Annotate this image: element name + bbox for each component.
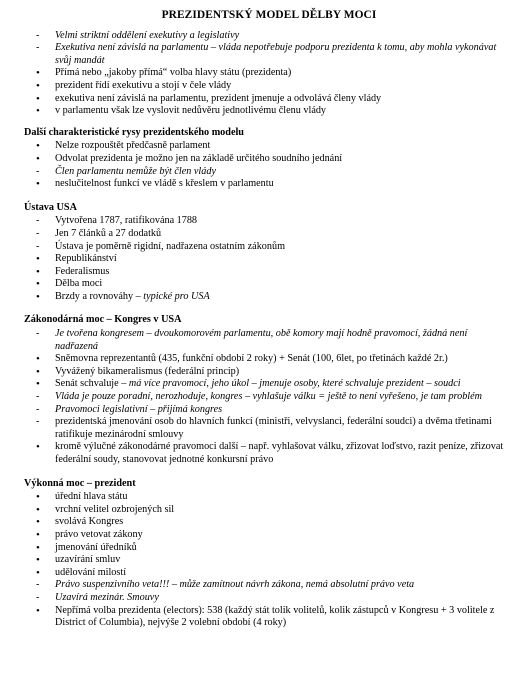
bullet-icon [36,93,48,107]
item-text: Exekutiva není závislá na parlamentu – vláda nepotřebuje podporu prezidenta k tomu, aby mohla vykonávat svůj mandát [55,42,497,66]
bullet-icon [36,140,48,154]
item-text: Odvolat prezidenta je možno jen na základě určitého soudního jednání [55,152,343,164]
item-text: svolává Kongres [55,516,124,528]
item-text: v parlamentu však lze vyslovit nedůvěru jednotlivému členu vlády [55,105,327,117]
item-text: Republikánství [55,253,117,265]
item-text: typické pro USA [143,290,210,302]
dash-icon [36,391,48,404]
bullet-icon [36,441,48,455]
section-heading: Zákonodárná moc – Kongres v USA [24,314,182,326]
list-item [24,529,514,542]
list-item [24,592,514,605]
list-item [24,105,514,118]
list-item [24,266,514,279]
item-text: Nelze rozpouštět předčasně parlament [55,140,211,152]
list-item [24,516,514,529]
item-text: prezident řídí exekutivu a stojí v čele vlády [55,79,232,91]
section-heading: Další charakteristické rysy prezidentského modelu [24,126,244,138]
item-text: právo vetovat zákony [55,528,143,540]
list-item [24,391,514,404]
section-heading: Výkonná moc – prezident [24,477,136,489]
list-item [24,291,514,304]
list-item [24,567,514,580]
dash-icon [36,30,48,43]
document-body [24,30,514,630]
item-text: Právo suspenzivního veta!!! – může zamítnout návrh zákona, nemá absolutní právo veta [55,579,415,591]
list-item [24,278,514,291]
bullet-icon [36,542,48,556]
item-text: Brzdy a rovnováhy – [55,290,144,302]
list-item [24,404,514,417]
bullet-icon [36,67,48,81]
section [24,202,514,304]
section-heading: Ústava USA [24,201,77,213]
list-item [24,554,514,567]
list-item [24,153,514,166]
list-item [24,605,514,630]
item-text: Je tvořena kongresem – dvoukomorovém parlamentu, obě komory mají hodně pravomocí, žádná není nadřazená [55,328,468,352]
dash-icon [36,404,48,417]
item-text: vrchní velitel ozbrojených sil [55,503,175,515]
section [24,314,514,466]
dash-icon [36,42,48,55]
item-list [24,491,514,630]
list-item [24,353,514,366]
item-list [24,215,514,303]
list-item [24,42,514,67]
dash-icon [36,416,48,429]
item-text: exekutiva není závislá na parlamentu, prezident jmenuje a odvolává členy vlády [55,92,382,104]
item-text: prezidentská jmenování osob do hlavních funkcí (ministři, velvyslanci, federální soudci) a dvěma třetinami ratifikuje mezinárodní smlouvy [55,416,492,440]
document-title: PREZIDENTSKÝ MODEL DĚLBY MOCI [161,9,377,21]
list-item [24,166,514,179]
bullet-icon [36,567,48,581]
item-text: udělování milostí [55,566,127,578]
item-list [24,140,514,190]
bullet-icon [36,554,48,568]
item-text: Člen parlamentu nemůže být člen vlády [55,165,216,177]
item-text: Federalismus [55,265,110,277]
item-text: Vytvořena 1787, ratifikována 1788 [55,215,198,227]
dash-icon [36,166,48,179]
bullet-icon [36,291,48,305]
bullet-icon [36,105,48,119]
bullet-icon [36,266,48,280]
list-item [24,215,514,228]
item-list [24,30,514,118]
dash-icon [36,228,48,241]
dash-icon [36,328,48,341]
list-item [24,328,514,353]
item-text: neslučitelnost funkcí ve vládě s křeslem v parlamentu [55,178,274,190]
item-text: Dělba moci [55,278,103,290]
list-item [24,542,514,555]
list-item [24,67,514,80]
item-text: Vláda je pouze poradní, nerozhoduje, kongres – vyhlašuje válku = ještě to není vyřešeno, je tam problém [55,391,483,403]
item-text: kromě výlučné zákonodárné pravomoci další – např. vyhlašovat válku, zřizovat loďstvo, razit peníze, zřizovat federální soudy, stanovovat jednotné konkursní právo [55,441,504,465]
item-list [24,328,514,467]
item-text: Uzavírá mezinár. Smouvy [55,591,159,603]
item-text: uzavírání smluv [55,554,121,566]
bullet-icon [36,278,48,292]
item-text: Sněmovna reprezentantů (435, funkční období 2 roky) + Senát (100, 6let, po třetinách každé 2r.) [55,353,448,365]
list-item [24,579,514,592]
bullet-icon [36,491,48,505]
item-text: Jen 7 článků a 27 dodatků [55,227,162,239]
bullet-icon [36,178,48,192]
bullet-icon [36,366,48,380]
list-item [24,504,514,517]
item-text: Pravomoci legislativní – přijímá kongres [55,403,223,415]
list-item [24,366,514,379]
list-item [24,93,514,106]
item-text: úřední hlava státu [55,491,128,503]
list-item [24,140,514,153]
section [24,478,514,630]
bullet-icon [36,80,48,94]
bullet-icon [36,153,48,167]
section [24,127,514,191]
dash-icon [36,579,48,592]
bullet-icon [36,516,48,530]
dash-icon [36,241,48,254]
item-text: Vyvážený bikameralismus (federální princip) [55,365,240,377]
item-text: Velmi striktní oddělení exekutivy a legislativy [55,29,240,41]
item-text: Ústava je poměrně rigidní, nadřazena ostatním zákonům [55,240,285,252]
list-item [24,80,514,93]
bullet-icon [36,378,48,392]
list-item [24,416,514,441]
list-item [24,241,514,254]
bullet-icon [36,529,48,543]
list-item [24,178,514,191]
bullet-icon [36,504,48,518]
list-item [24,378,514,391]
list-item [24,228,514,241]
section [24,30,514,118]
list-item [24,253,514,266]
bullet-icon [36,605,48,619]
list-item [24,30,514,43]
item-text: má více pravomocí, jeho úkol – jmenuje osoby, které schvaluje prezident – soudci [128,378,461,390]
dash-icon [36,215,48,228]
item-text: Senát schvaluje – [55,378,129,390]
list-item [24,491,514,504]
bullet-icon [36,253,48,267]
item-text: Nepřímá volba prezidenta (electors): 538 (každý stát tolik volitelů, kolik zástupců v Kongresu + 3 volitele z District of Columbia), nejvýše 2 volební období (4 roky) [55,604,495,629]
list-item [24,441,514,466]
item-text: jmenování úředníků [55,541,137,553]
item-text: Přímá nebo „jakoby přímá“ volba hlavy státu (prezidenta) [55,67,292,79]
dash-icon [36,592,48,605]
bullet-icon [36,353,48,367]
